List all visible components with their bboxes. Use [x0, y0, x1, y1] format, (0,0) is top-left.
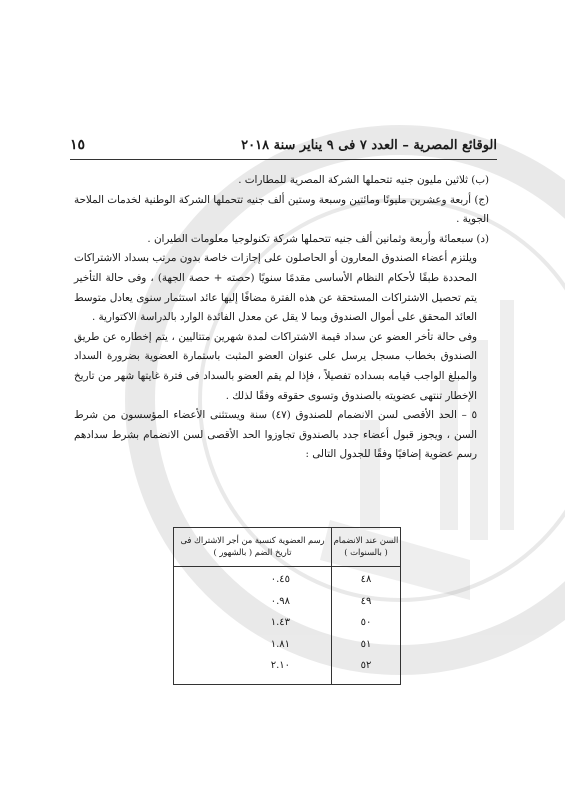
table-row [174, 574, 400, 596]
age-cell: ٤٩ [360, 595, 372, 607]
age-cell: ٥٠ [360, 617, 372, 628]
paragraph-d: (د) سبعمائة وأربعة وثمانين ألف جنيه تتحملها شركة تكنولوجيا معلومات الطيران . [147, 232, 489, 245]
body-text [74, 171, 495, 465]
table-row [174, 596, 400, 618]
membership-fee-table [173, 527, 401, 685]
fee-cell: ٢.١٠ [270, 660, 290, 671]
table-row [174, 639, 400, 661]
paragraph-b: (ب) ثلاثين مليون جنيه تتحملها الشركة المصرية للمطارات . [238, 174, 489, 186]
age-cell: ٤٨ [360, 574, 372, 585]
page-header [70, 133, 497, 160]
fee-cell: ٠.٤٥ [270, 574, 290, 585]
age-cell: ٥١ [360, 638, 372, 650]
table-header-fee: رسم العضوية كنسبة من أجر الاشتراك فى تاريخ الضم ( بالشهور ) [180, 535, 325, 557]
fee-cell: ٠.٩٨ [270, 595, 290, 607]
fee-cell: ١.٤٣ [270, 617, 290, 628]
table-header-age: السن عند الانضمام ( بالسنوات ) [333, 535, 399, 557]
header-title: الوقائع المصرية – العدد ٧ فى ٩ يناير سنة ٢٠١٨ [241, 137, 497, 153]
table-row [174, 617, 400, 639]
fee-cell: ١.٨١ [270, 638, 290, 650]
table-row [174, 660, 400, 682]
table-body [174, 574, 400, 682]
page-number: ١٥ [70, 137, 86, 153]
paragraph-max-age: ٥ – الحد الأقصى لسن الانضمام للصندوق (٤٧) سنة ويستثنى الأعضاء المؤسسون من شرط السن ، ويجوز قبول أعضاء جدد بالصندوق تجاوزوا الحد الأقصى لسن الانضمام بشرط سدادهم رسم عضوية إضافيًا وفقًا للجدول التالى : [74, 409, 477, 461]
paragraph-c: (ج) أربعة وعشرين مليونًا ومائتين وسبعة وستين ألف جنيه تتحملها الشركة الوطنية لخدمات الملاحة الجوية . [74, 193, 489, 226]
paragraph-late-payment: وفى حالة تأخر العضو عن سداد قيمة الاشتراكات لمدة شهرين متتاليين ، يتم إخطاره عن طريق الصندوق بخطاب مسجل يرسل على عنوان العضو المثبت باستمارة العضوية بضرورة السداد والمبلغ الواجب قيامه بسداده تفصيلاً ، فإذا لم يقم العضو بالسداد فى فترة غايتها شهر من تاريخ الإخطار تنتهى عضويته بالصندوق وتسوى حقوقه وفقًا لذلك . [74, 330, 477, 402]
age-cell: ٥٢ [360, 660, 372, 671]
table-header-row [174, 528, 400, 567]
paragraph-seconded-members: ويلتزم أعضاء الصندوق المعارون أو الحاصلون على إجازات خاصة بدون مرتب بسداد الاشتراكات المحددة طبقًا لأحكام النظام الأساسى مقدمًا سنويًا (حصته + حصة الجهة) ، وفى حالة التأخير يتم تحصيل الاشتراكات المستحقة عن هذه الفترة مضافًا إليها عائد استثمار سنوى يعادل متوسط العائد المحقق على أموال الصندوق وبما لا يقل عن معدل الفائدة الوارد بالدراسة الاكتوارية . [74, 252, 477, 324]
